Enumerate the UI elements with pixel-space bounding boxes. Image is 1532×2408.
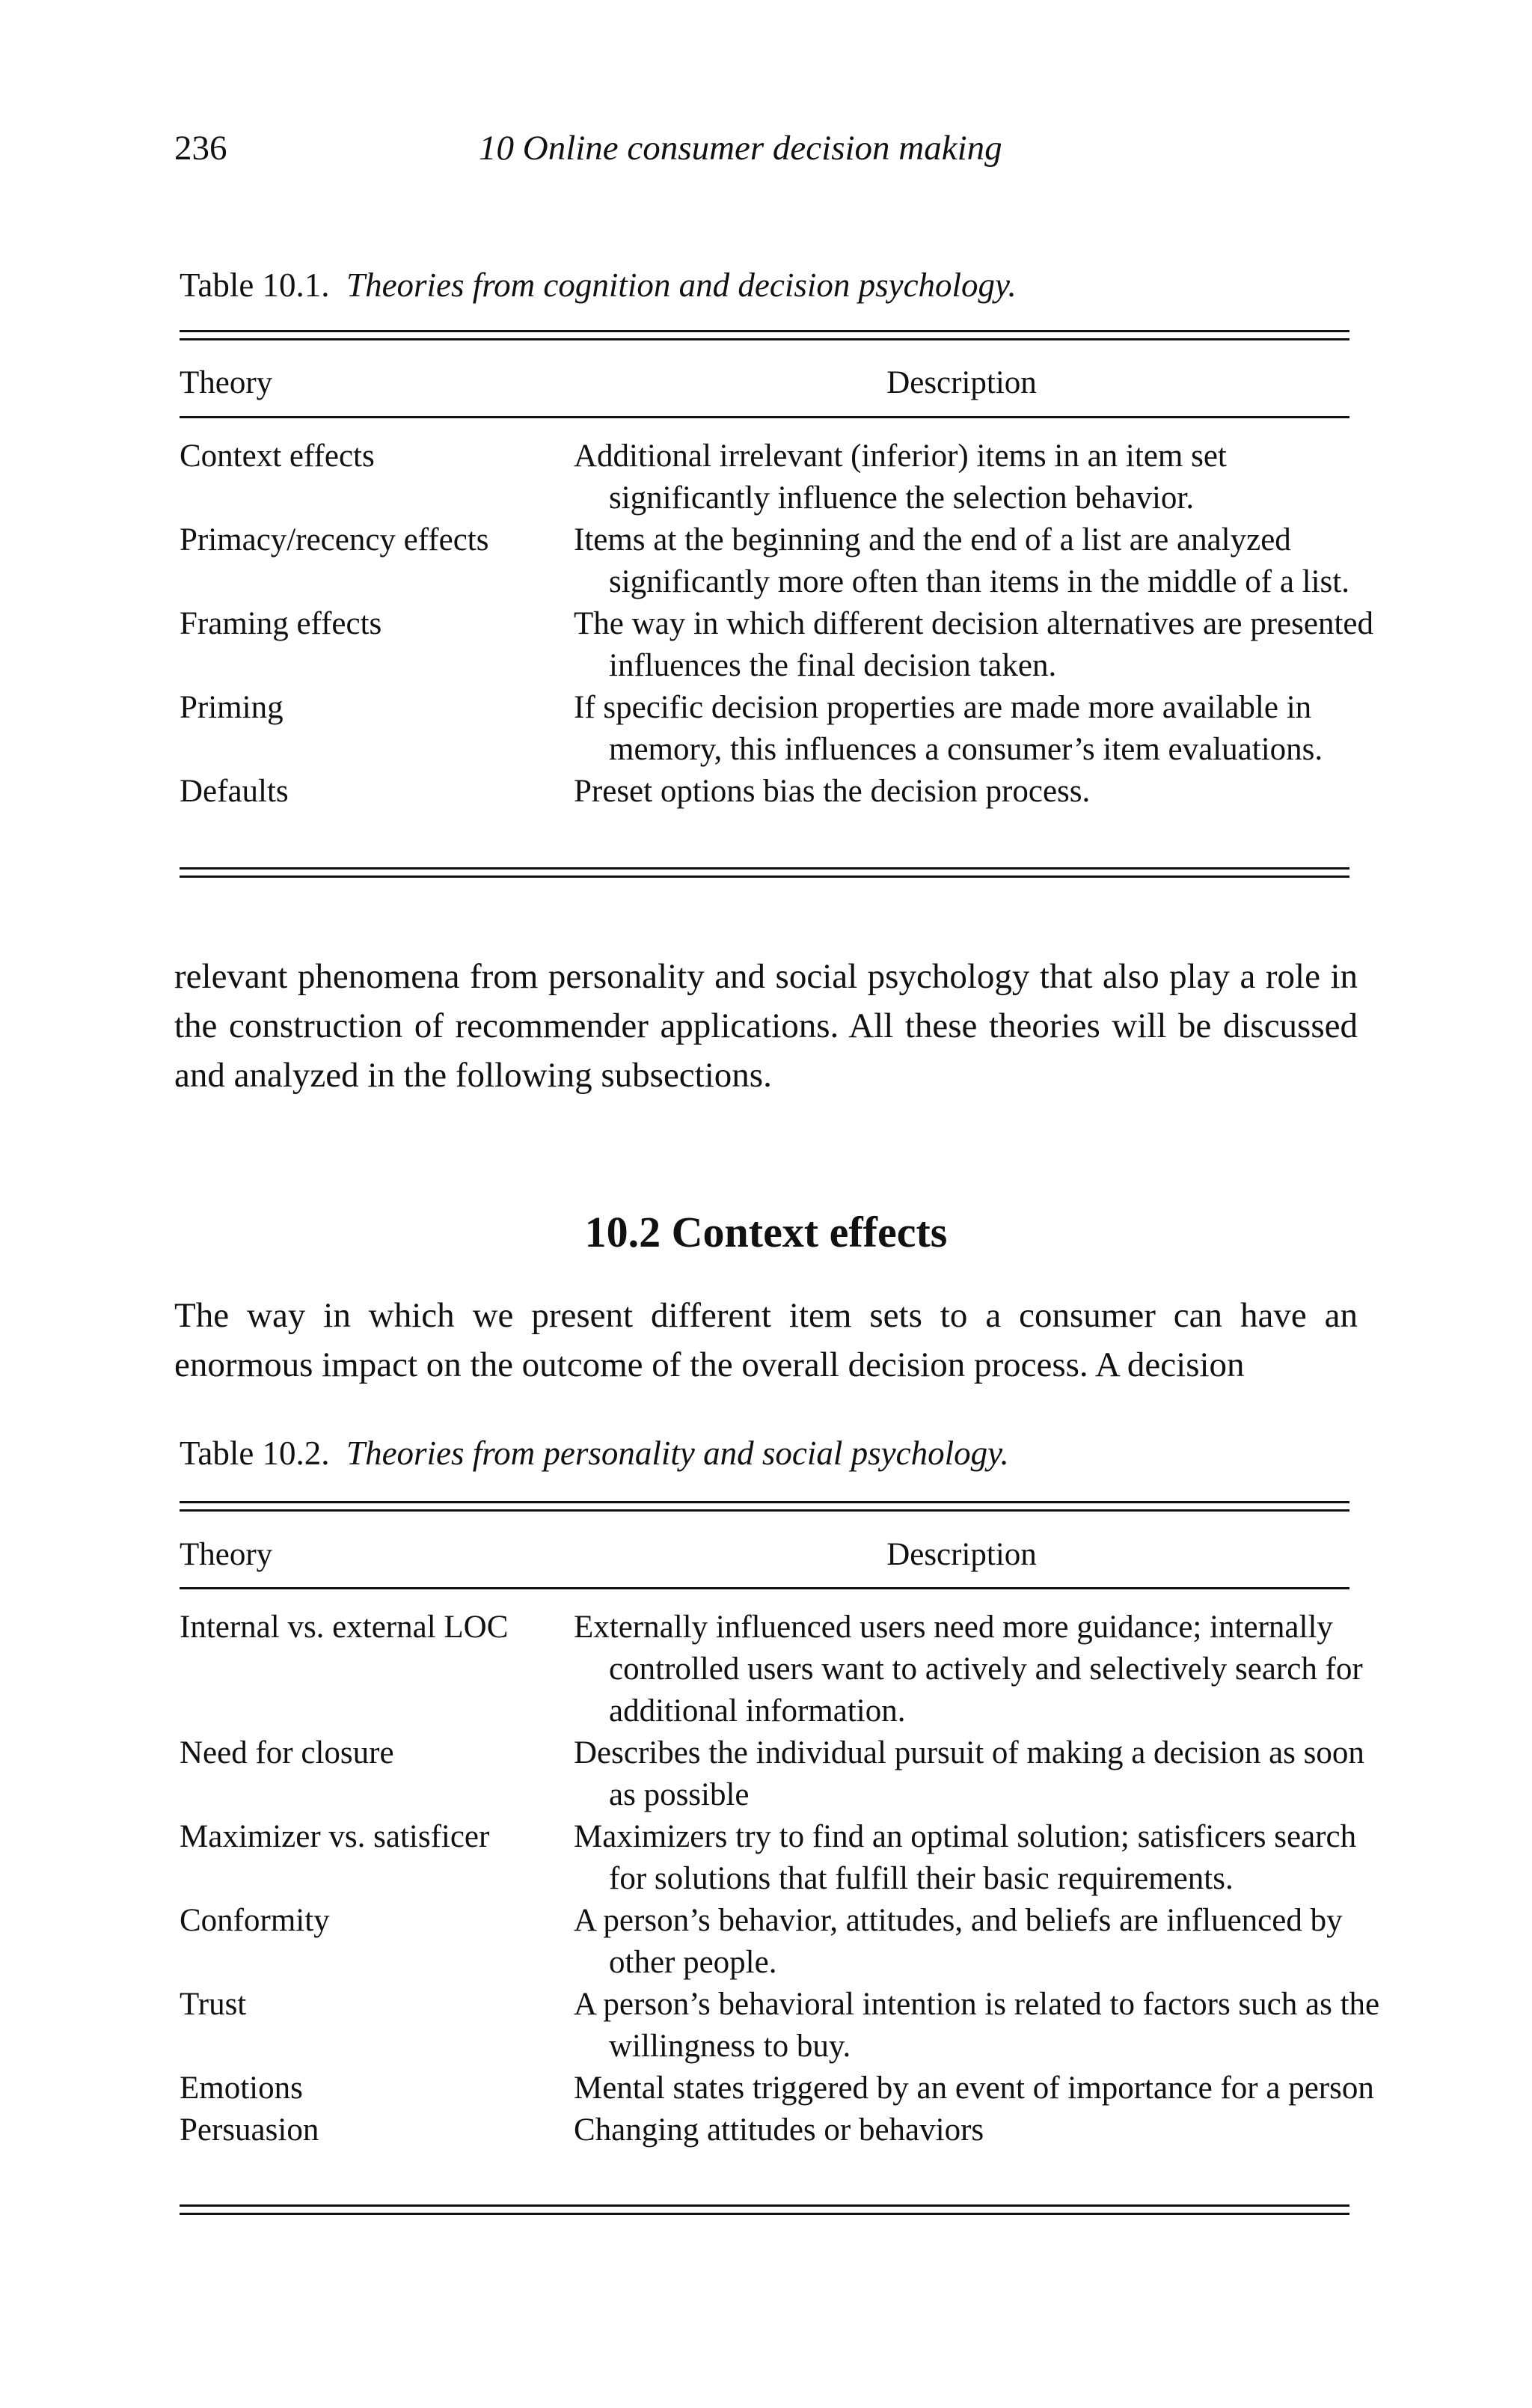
table-row bbox=[180, 1816, 1357, 1900]
theory-cell: Internal vs. external LOC bbox=[180, 1610, 509, 1645]
description-cell: Items at the beginning and the end of a list are analyzed significantly more often than items in the middle of a list. bbox=[574, 522, 1349, 599]
table2-bottom-rule-1 bbox=[180, 2204, 1349, 2207]
theory-cell: Conformity bbox=[180, 1903, 330, 1938]
table2-caption-label: Table 10.2. bbox=[180, 1434, 330, 1472]
description-cell: Additional irrelevant (inferior) items in an item set significantly influence the selection behavior. bbox=[574, 438, 1227, 516]
table1-body bbox=[180, 436, 1373, 813]
description-cell: Mental states triggered by an event of importance for a person bbox=[574, 2071, 1374, 2106]
table1-bottom-rule-2 bbox=[180, 876, 1349, 878]
table2-bottom-rule-2 bbox=[180, 2213, 1349, 2215]
description-cell: The way in which different decision alternatives are presented influences the final decision taken. bbox=[574, 606, 1373, 683]
description-cell: A person’s behavior, attitudes, and beliefs are influenced by other people. bbox=[574, 1903, 1343, 1980]
table2-top-rule-1 bbox=[180, 1501, 1349, 1503]
table-row bbox=[180, 1900, 1349, 1984]
theory-cell: Maximizer vs. satisficer bbox=[180, 1819, 490, 1854]
section-heading: 10.2 Context effects bbox=[584, 1208, 948, 1256]
table-row bbox=[180, 436, 1349, 519]
theory-cell: Defaults bbox=[180, 774, 289, 809]
table1-caption-text: Theories from cognition and decision psychology. bbox=[346, 266, 1017, 304]
body-paragraph: relevant phenomena from personality and social psychology that also play a role in the construction of recommender applications. All these theories will be discussed and analyzed in the following subsections. bbox=[174, 957, 1358, 1095]
table2-caption-text: Theories from personality and social psychology. bbox=[346, 1434, 1009, 1472]
table2-caption bbox=[180, 1432, 1009, 1474]
table1-caption bbox=[180, 264, 1017, 306]
page-number: 236 bbox=[174, 129, 227, 168]
theory-cell: Trust bbox=[180, 1987, 247, 2022]
table1-col-theory: Theory bbox=[180, 365, 273, 400]
theory-cell: Primacy/recency effects bbox=[180, 522, 489, 557]
description-cell: Externally influenced users need more guidance; internally controlled users want to actively and selectively search for additional information. bbox=[574, 1610, 1363, 1729]
table-row bbox=[180, 2109, 1349, 2151]
theory-cell: Need for closure bbox=[180, 1735, 394, 1770]
description-cell: A person’s behavioral intention is related to factors such as the willingness to buy. bbox=[574, 1987, 1380, 2064]
theory-cell: Priming bbox=[180, 690, 284, 725]
theory-cell: Emotions bbox=[180, 2071, 303, 2106]
table-row bbox=[180, 1732, 1364, 1816]
description-cell: Describes the individual pursuit of making a decision as soon as possible bbox=[574, 1735, 1364, 1812]
table2-top-rule-2 bbox=[180, 1509, 1349, 1512]
chapter-title: 10 Online consumer decision making bbox=[479, 129, 1002, 168]
table-row bbox=[180, 687, 1349, 771]
table1-caption-label: Table 10.1. bbox=[180, 266, 330, 304]
theory-cell: Framing effects bbox=[180, 606, 382, 641]
description-cell: Changing attitudes or behaviors bbox=[574, 2112, 984, 2148]
description-cell: If specific decision properties are made more available in memory, this influences a consumer’s item evaluations. bbox=[574, 690, 1323, 767]
table2-col-theory: Theory bbox=[180, 1537, 273, 1572]
table-row bbox=[180, 603, 1373, 687]
theory-cell: Persuasion bbox=[180, 2112, 319, 2148]
table1-top-rule-2 bbox=[180, 338, 1349, 340]
body-paragraph: The way in which we present different item sets to a consumer can have an enormous impact on the outcome of the overall decision process. A decision bbox=[174, 1296, 1358, 1384]
description-cell: Preset options bias the decision process. bbox=[574, 774, 1091, 809]
table-row bbox=[180, 1984, 1380, 2068]
table-row bbox=[180, 519, 1349, 603]
table-row bbox=[180, 771, 1349, 813]
table2-header-rule bbox=[180, 1587, 1349, 1589]
table1-col-description: Description bbox=[886, 365, 1037, 400]
table1-header-rule bbox=[180, 416, 1349, 418]
table1-top-rule-1 bbox=[180, 330, 1349, 332]
table1-bottom-rule-1 bbox=[180, 867, 1349, 870]
table-row bbox=[180, 1607, 1363, 1732]
table-row bbox=[180, 2068, 1374, 2109]
description-cell: Maximizers try to find an optimal solution; satisficers search for solutions that fulfill their basic requirements. bbox=[574, 1819, 1357, 1896]
table2-col-description: Description bbox=[886, 1537, 1037, 1572]
table2-body bbox=[180, 1607, 1380, 2151]
theory-cell: Context effects bbox=[180, 438, 375, 474]
